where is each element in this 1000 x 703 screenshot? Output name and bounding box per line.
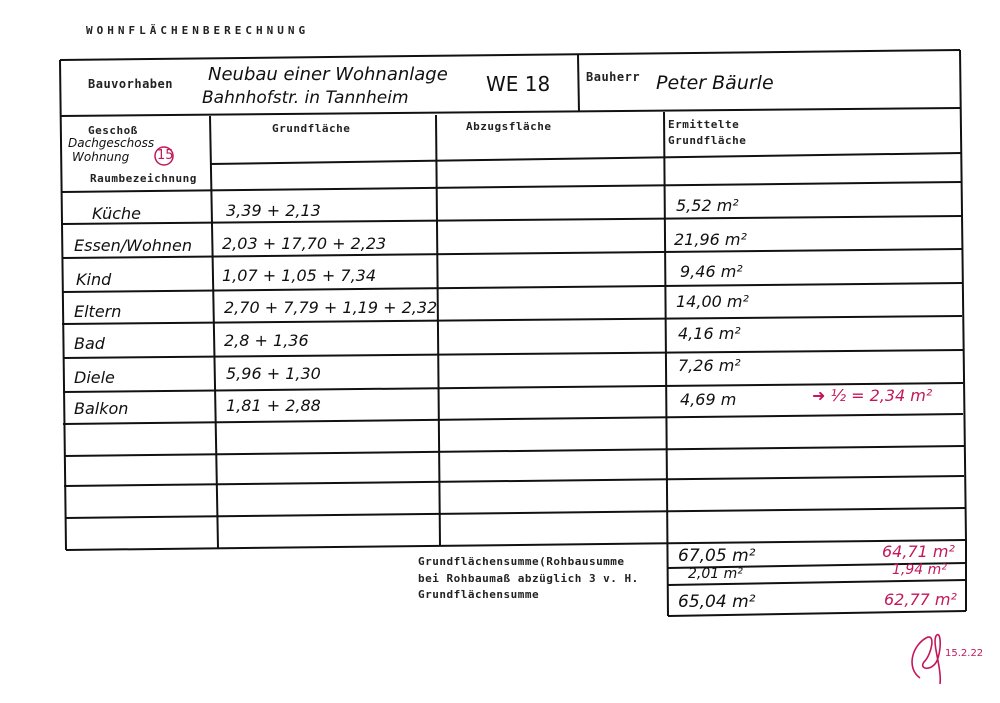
room-calc: 1,81 + 2,88 (226, 396, 321, 415)
bauvorhaben-label: Bauvorhaben (88, 77, 173, 91)
document-title: WOHNFLÄCHENBERECHNUNG (86, 24, 310, 37)
deduct-value: 2,01 m² (688, 566, 743, 582)
totals-label-line2: bei Rohbaumaß abzüglich 3 v. H. (418, 572, 639, 585)
totals-label-line1: Grundflächensumme(Rohbausumme (418, 555, 625, 568)
room-result: 4,69 m (680, 390, 737, 409)
signature-date: 15.2.22 (945, 648, 984, 659)
we-number: WE 18 (486, 72, 551, 96)
bauvorhaben-value-line2: Bahnhofstr. in Tannheim (202, 88, 409, 108)
room-calc: 3,39 + 2,13 (226, 201, 321, 220)
room-result: 7,26 m² (678, 356, 741, 375)
room-calc: 2,8 + 1,36 (224, 331, 309, 350)
geschoss-value-line1: Dachgeschoss (68, 136, 155, 150)
sum-corrected: 64,71 m² (882, 542, 955, 561)
bauvorhaben-value-line1: Neubau einer Wohnanlage (208, 64, 448, 85)
geschoss-header: Geschoß (88, 124, 138, 137)
totals-label-line3: Grundflächensumme (418, 588, 540, 601)
room-result: 14,00 m² (676, 292, 749, 311)
total-corrected: 62,77 m² (884, 590, 957, 609)
balkon-half-note: ➜ ½ = 2,34 m² (812, 386, 933, 405)
total-value: 65,04 m² (678, 592, 756, 612)
room-result: 4,16 m² (678, 324, 741, 343)
room-name: Kind (76, 270, 112, 289)
geschoss-value-line2: Wohnung (72, 150, 130, 164)
signature-icon (902, 628, 982, 690)
wohnung-number: 15 (157, 148, 174, 163)
room-name: Eltern (74, 302, 122, 321)
abzugsflaeche-header: Abzugsfläche (466, 120, 552, 133)
room-result: 5,52 m² (676, 196, 739, 215)
room-calc: 2,03 + 17,70 + 2,23 (222, 234, 387, 253)
room-calc: 2,70 + 7,79 + 1,19 + 2,32 (224, 298, 438, 317)
room-result: 9,46 m² (680, 262, 743, 281)
ermittelte-header-line2: Grundfläche (668, 134, 747, 147)
room-calc: 1,07 + 1,05 + 7,34 (222, 266, 377, 285)
raumbezeichnung-header: Raumbezeichnung (90, 172, 197, 185)
room-name: Diele (74, 368, 115, 387)
room-name: Essen/Wohnen (74, 236, 193, 255)
room-name: Bad (74, 334, 105, 353)
room-calc: 5,96 + 1,30 (226, 364, 321, 383)
room-name: Balkon (74, 399, 129, 418)
sum-value: 67,05 m² (678, 546, 756, 566)
bauherr-label: Bauherr (586, 70, 641, 84)
grundflaeche-header: Grundfläche (272, 122, 351, 135)
ermittelte-header-line1: Ermittelte (668, 118, 740, 131)
room-name: Küche (92, 204, 141, 223)
bauherr-value: Peter Bäurle (656, 72, 774, 94)
deduct-corrected: 1,94 m² (892, 562, 947, 578)
room-result: 21,96 m² (674, 230, 747, 249)
